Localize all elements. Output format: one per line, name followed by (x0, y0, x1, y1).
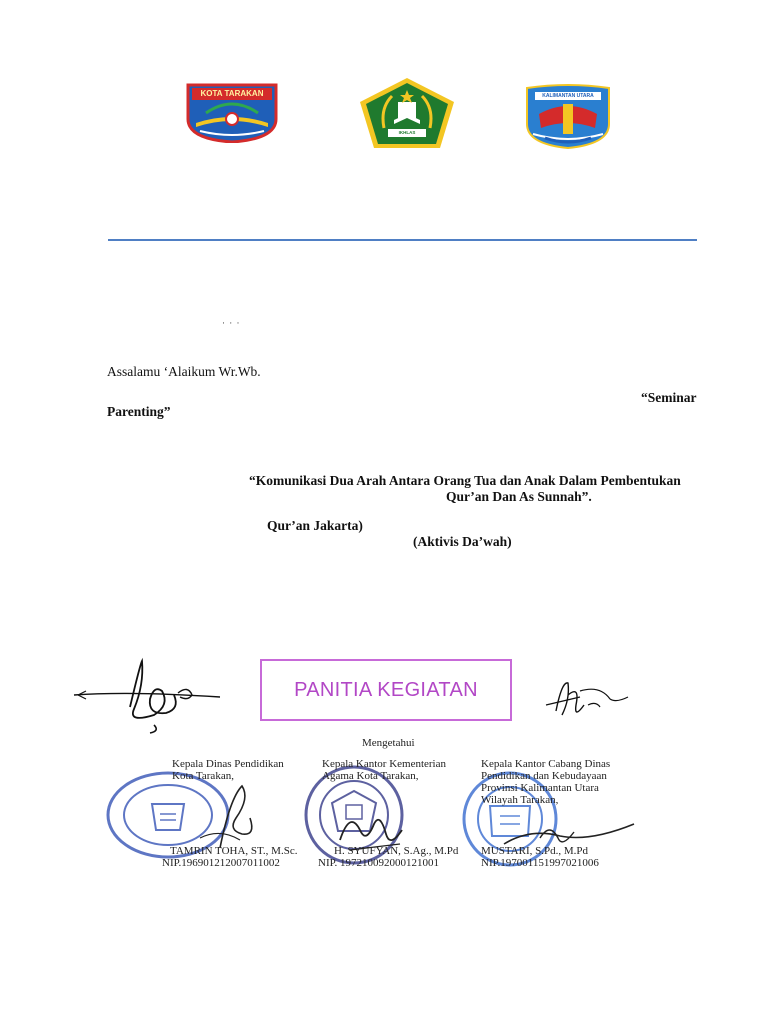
kota-tarakan-banner: KOTA TARAKAN (200, 89, 264, 98)
kemenag-banner: IKHLAS BERAMAL (395, 130, 419, 143)
approval-heading: Mengetahui (362, 737, 415, 749)
signatory-2-title-2: Agama Kota Tarakan, (322, 770, 419, 782)
kota-tarakan-emblem (186, 83, 278, 143)
signatory-3-nip: NIP.197001151997021006 (481, 857, 599, 869)
kalimantan-utara-banner: KALIMANTAN UTARA (542, 93, 594, 99)
signatory-3-name: MUSTARI, S.Pd., M.Pd (481, 845, 589, 857)
event-title-part1: “Seminar (641, 390, 697, 405)
speaker-line-1: Qur’an Jakarta) (267, 518, 363, 533)
signatory-3-title-2: Pendidikan dan Kebudayaan (481, 770, 607, 782)
signatory-3-title-1: Kepala Kantor Cabang Dinas (481, 758, 611, 770)
kemenag-emblem (358, 76, 456, 150)
speaker-line-2: (Aktivis Da’wah) (413, 534, 512, 549)
signatory-2-nip: NIP. 197210092000121001 (318, 857, 440, 869)
greeting-text: Assalamu ‘Alaikum Wr.Wb. (107, 364, 261, 379)
signatory-2-name: H. SYUFYAN, S.Ag., M.Pd (334, 845, 459, 857)
kalimantan-utara-emblem (525, 84, 611, 150)
theme-line-2: Qur’an Dan As Sunnah”. (446, 489, 592, 504)
theme-line-1: “Komunikasi Dua Arah Antara Orang Tua dan Anak Dalam Pembentukan (249, 473, 681, 488)
signatory-3-title-4: Wilayah Tarakan, (481, 794, 559, 806)
signatory-3-title-3: Provinsi Kalimantan Utara (481, 782, 599, 794)
signatory-1-title-1: Kepala Dinas Pendidikan (172, 758, 284, 770)
signatory-1-name: TAMRIN TOHA, ST., M.Sc. (170, 845, 298, 857)
event-title-part2: Parenting” (107, 404, 171, 419)
committee-label: PANITIA KEGIATAN (294, 678, 478, 701)
committee-box (260, 659, 512, 721)
committee-signature-right (540, 675, 640, 730)
signatory-1-nip: NIP.196901212007011002 (162, 857, 280, 869)
signatory-1-title-2: Kota Tarakan, (172, 770, 234, 782)
dots-mark: · · · (222, 318, 241, 328)
header-divider (108, 239, 697, 241)
signatory-2-title-1: Kepala Kantor Kementerian (322, 758, 446, 770)
committee-signature-left (70, 655, 250, 740)
